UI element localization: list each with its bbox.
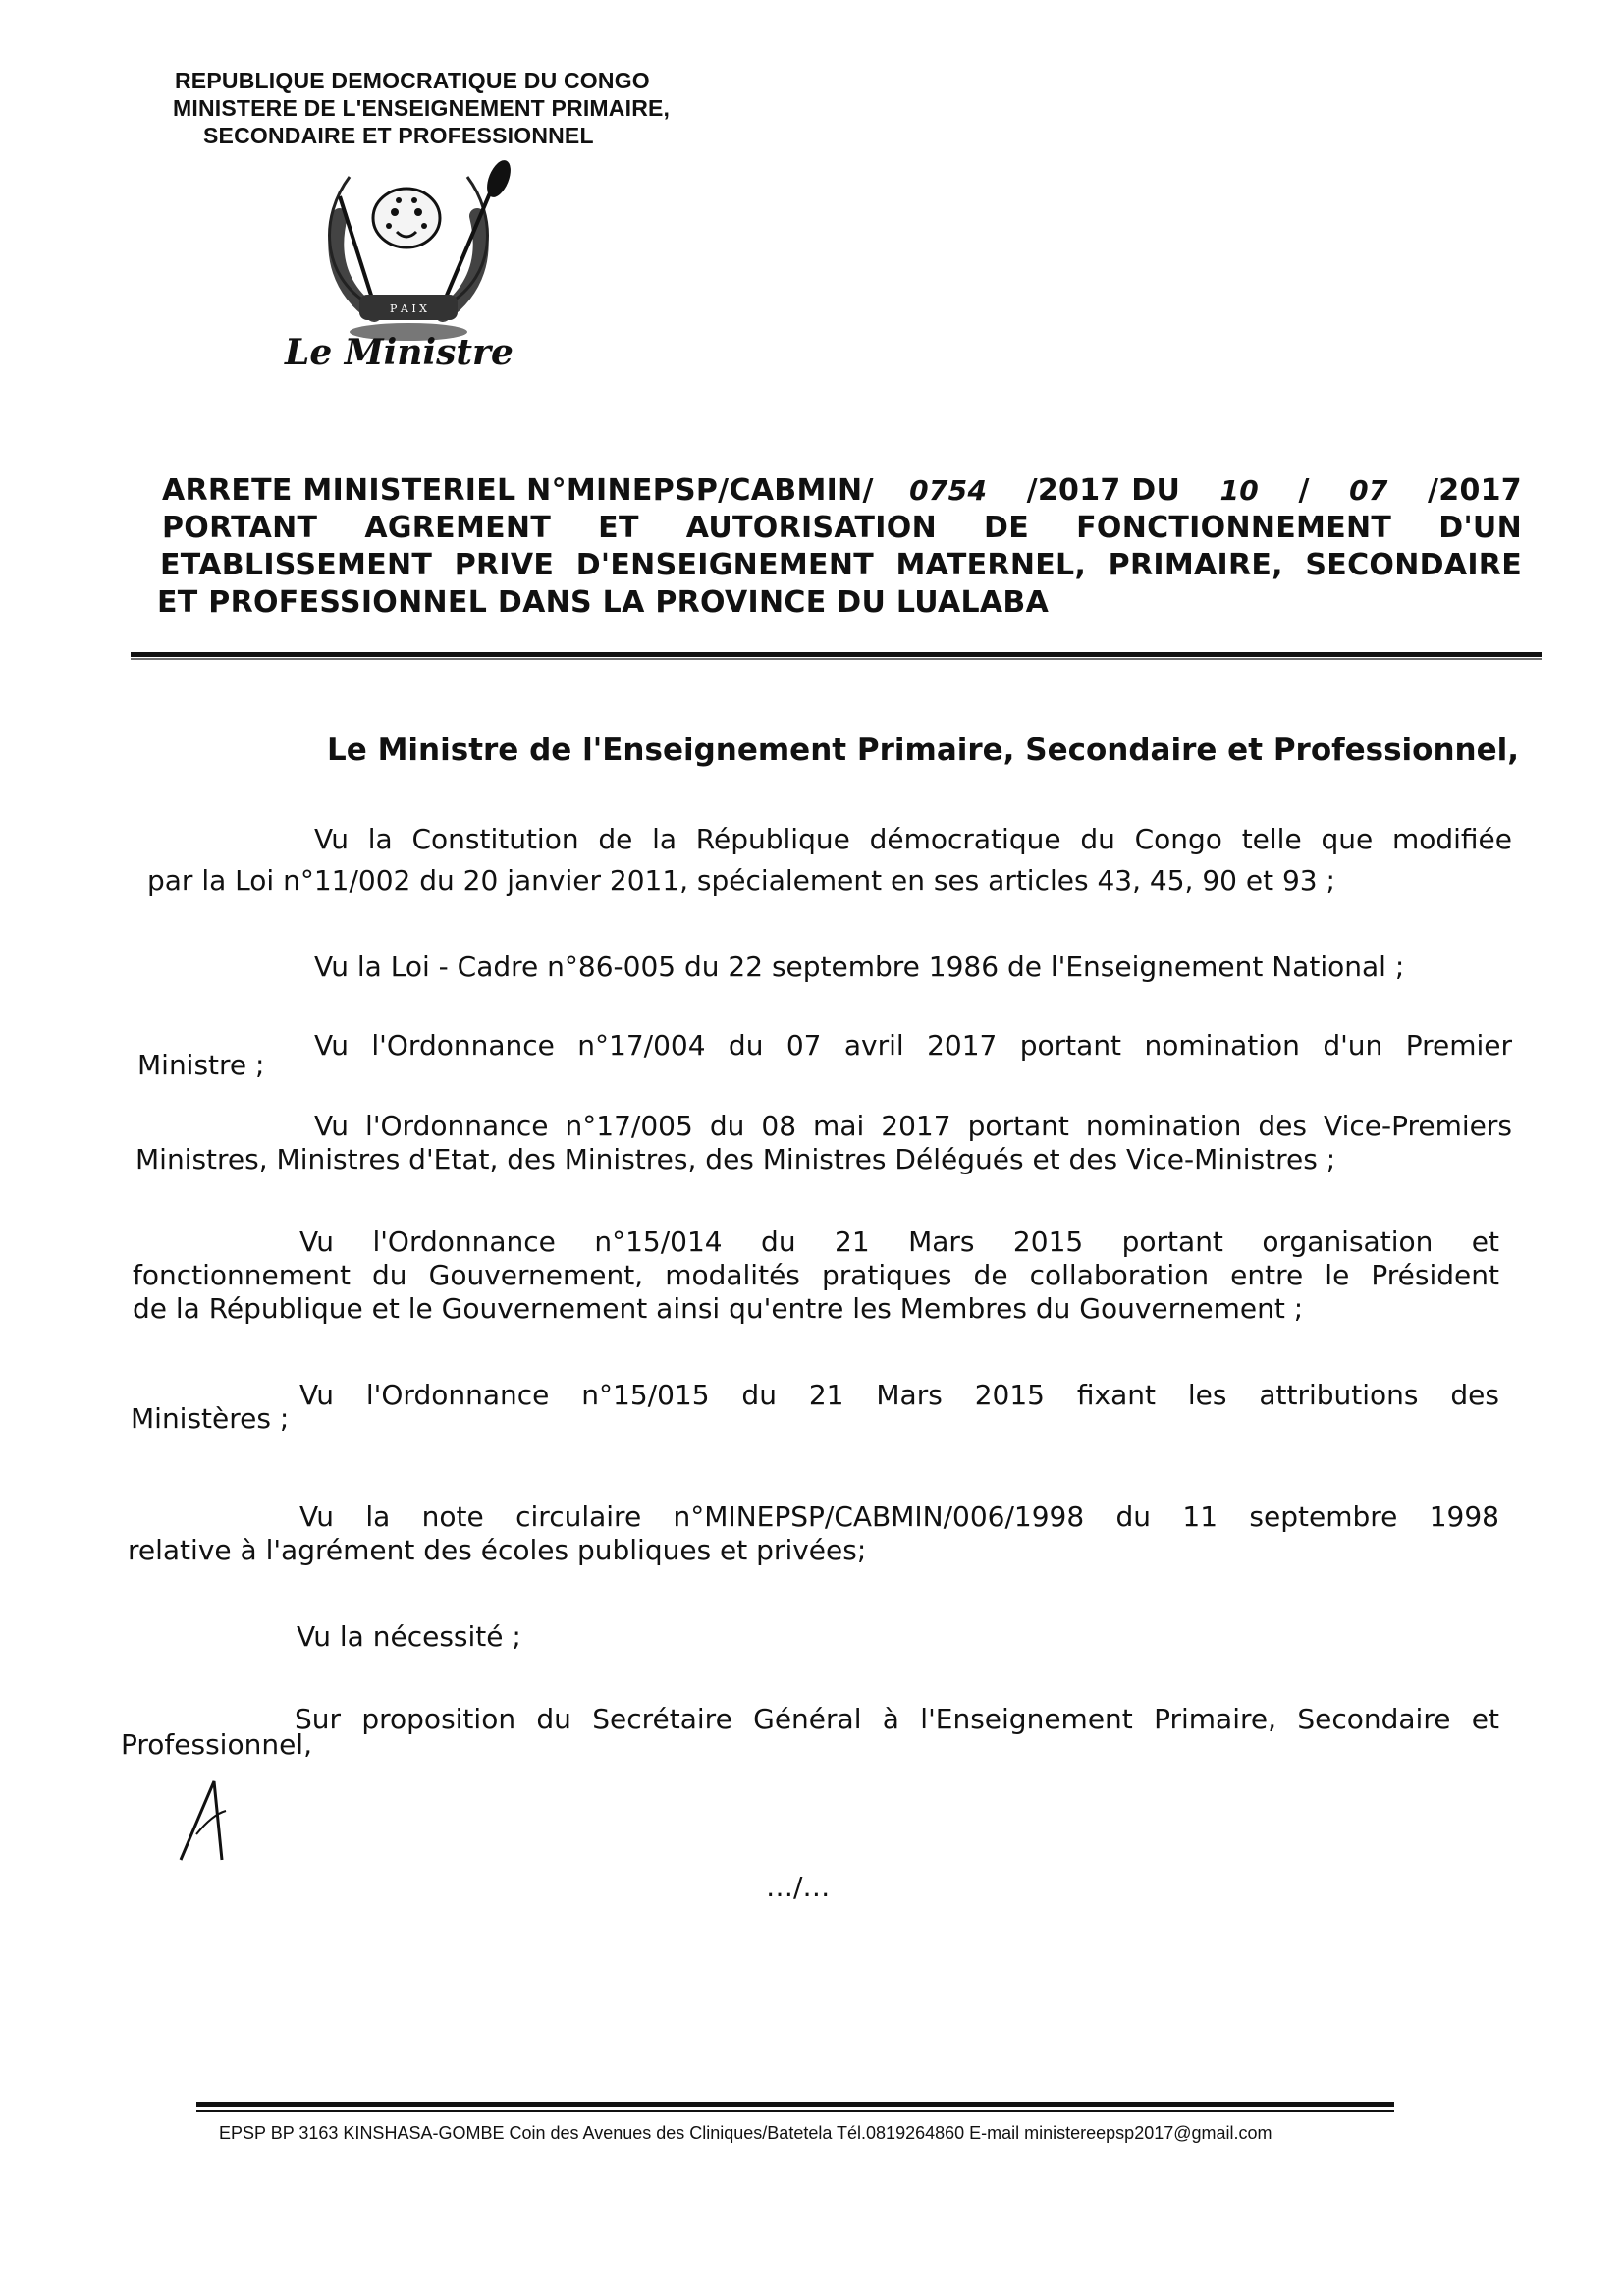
- footer-address: EPSP BP 3163 KINSHASA-GOMBE Coin des Avenues des Cliniques/Batetela Tél.0819264860 E-mail ministereepsp2017@gmail.com: [219, 2123, 1272, 2143]
- sur-proposition-line2: Professionnel,: [121, 1728, 312, 1761]
- vu-note-circulaire-line2: relative à l'agrément des écoles publiques et privées;: [128, 1534, 867, 1566]
- country-name: REPUBLIQUE DEMOCRATIQUE DU CONGO: [175, 68, 650, 93]
- decree-title-line4: ET PROFESSIONNEL DANS LA PROVINCE DU LUALABA: [157, 585, 1050, 620]
- decree-title-line2: PORTANT AGREMENT ET AUTORISATION DE FONCTIONNEMENT D'UN: [162, 511, 1522, 545]
- vu-necessite: Vu la nécessité ;: [297, 1620, 521, 1653]
- decree-title-line3: ETABLISSEMENT PRIVE D'ENSEIGNEMENT MATERNEL, PRIMAIRE, SECONDAIRE: [160, 548, 1522, 582]
- footer-divider-thin: [196, 2110, 1394, 2112]
- vu-ordonnance-15-014-line2: fonctionnement du Gouvernement, modalités pratiques de collaboration entre le Président: [133, 1259, 1499, 1291]
- vu-ordonnance-17-005-line1: Vu l'Ordonnance n°17/005 du 08 mai 2017 portant nomination des Vice-Premiers: [314, 1110, 1512, 1142]
- continuation-mark: …/…: [766, 1871, 831, 1903]
- vu-loi-cadre: Vu la Loi - Cadre n°86-005 du 22 septembre 1986 de l'Enseignement National ;: [314, 951, 1405, 983]
- minister-lead: Le Ministre de l'Enseignement Primaire, Secondaire et Professionnel,: [327, 733, 1520, 768]
- vu-constitution-line2: par la Loi n°11/002 du 20 janvier 2011, spécialement en ses articles 43, 45, 90 et 93 ;: [147, 864, 1335, 897]
- coat-of-arms-icon: [281, 157, 536, 344]
- vu-ordonnance-17-004-line2: Ministre ;: [137, 1049, 265, 1081]
- sur-proposition-line1: Sur proposition du Secrétaire Général à l'Enseignement Primaire, Secondaire et: [295, 1703, 1499, 1735]
- footer-divider: [196, 2102, 1394, 2107]
- vu-ordonnance-15-014-line1: Vu l'Ordonnance n°15/014 du 21 Mars 2015 portant organisation et: [299, 1226, 1499, 1258]
- vu-ordonnance-15-015-line1: Vu l'Ordonnance n°15/015 du 21 Mars 2015 fixant les attributions des: [299, 1379, 1499, 1411]
- vu-constitution-line1: Vu la Constitution de la République démocratique du Congo telle que modifiée: [314, 823, 1512, 855]
- svg-text:P A I X: P A I X: [389, 302, 428, 315]
- decree-month-handwritten: 07: [1349, 474, 1388, 507]
- vu-ordonnance-17-005-line2: Ministres, Ministres d'Etat, des Ministres, des Ministres Délégués et des Vice-Ministres ;: [135, 1143, 1336, 1175]
- decree-number-handwritten: 0754: [909, 474, 988, 507]
- vu-ordonnance-17-004-line1: Vu l'Ordonnance n°17/004 du 07 avril 2017 portant nomination d'un Premier: [314, 1029, 1512, 1062]
- decree-day-handwritten: 10: [1219, 474, 1260, 507]
- decree-title-line1: ARRETE MINISTERIEL N°MINEPSP/CABMIN/ 0754 /2017 DU 10 / 07 /2017: [162, 473, 1522, 508]
- ministry-name-line2: SECONDAIRE ET PROFESSIONNEL: [203, 123, 594, 148]
- vu-ordonnance-15-015-line2: Ministères ;: [131, 1402, 290, 1435]
- title-divider: [131, 652, 1542, 657]
- initials-signature: [175, 1775, 234, 1864]
- minister-title: Le Ministre: [285, 332, 514, 373]
- vu-note-circulaire-line1: Vu la note circulaire n°MINEPSP/CABMIN/006/1998 du 11 septembre 1998: [299, 1501, 1499, 1533]
- ministry-name-line1: MINISTERE DE L'ENSEIGNEMENT PRIMAIRE,: [173, 95, 671, 121]
- title-divider-shadow: [131, 658, 1542, 660]
- vu-ordonnance-15-014-line3: de la République et le Gouvernement ainsi qu'entre les Membres du Gouvernement ;: [133, 1292, 1304, 1325]
